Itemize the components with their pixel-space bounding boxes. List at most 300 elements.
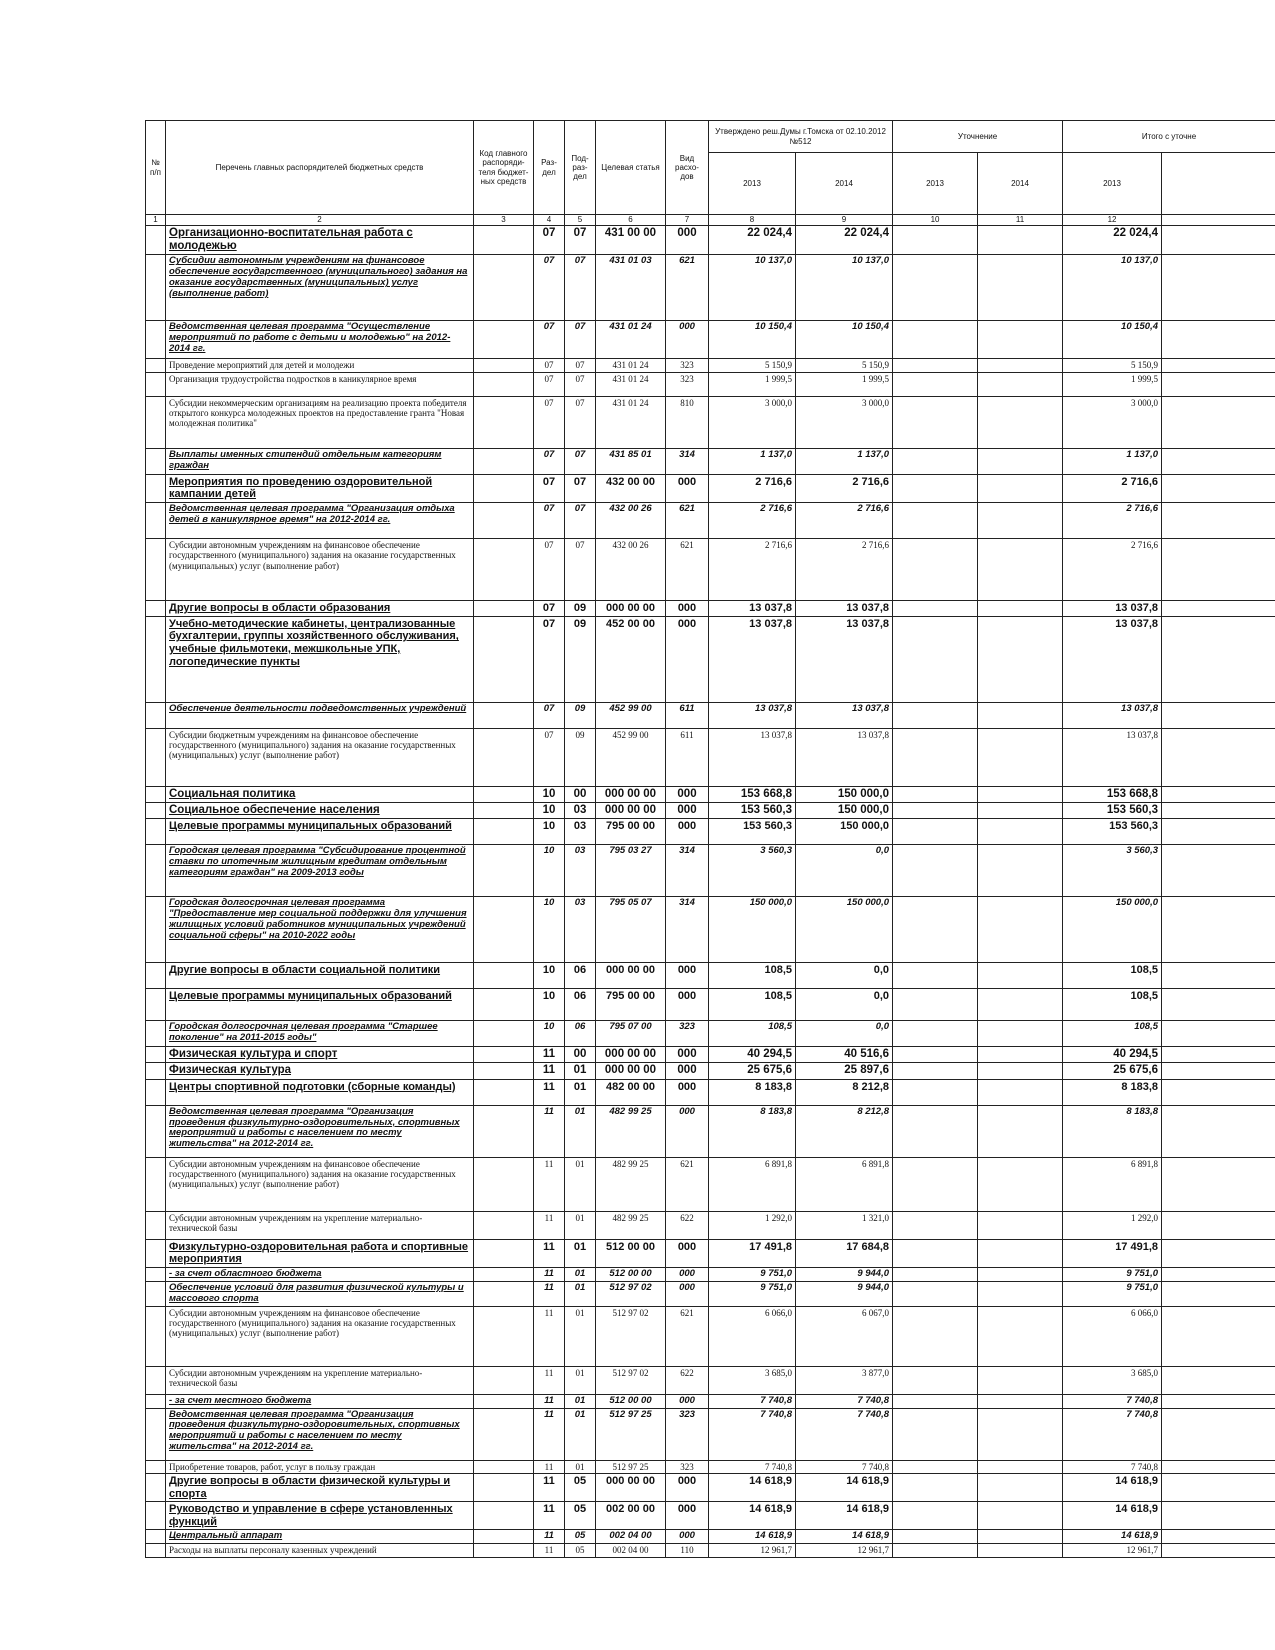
clarification-2013-cell: [893, 802, 978, 818]
clarification-2014-cell: [978, 1530, 1063, 1544]
num-cell: [146, 1239, 166, 1267]
total-2014-cell: [1162, 819, 1275, 845]
razdel-cell: 11: [534, 1394, 565, 1408]
razdel-cell: 10: [534, 989, 565, 1021]
num-cell: [146, 474, 166, 502]
total-2013-cell: 1 292,0: [1063, 1211, 1162, 1239]
table-row: [146, 1267, 1275, 1281]
total-2014-cell: [1162, 1079, 1275, 1105]
item-name: Субсидии бюджетным учреждениям на финансовое обеспечение государственного (муниципального) задания на оказание государственных (муниципальных) услуг (выполнение работ): [166, 728, 474, 786]
approved-2014-cell: 2 716,6: [796, 503, 893, 539]
total-2013-cell: 22 024,4: [1063, 226, 1162, 255]
cst-cell: 431 01 24: [596, 321, 666, 359]
approved-2014-cell: 22 024,4: [796, 226, 893, 255]
total-2013-cell: 7 740,8: [1063, 1460, 1162, 1473]
clarification-2013-cell: [893, 372, 978, 396]
clarification-2014-cell: [978, 1157, 1063, 1211]
razdel-cell: 11: [534, 1530, 565, 1544]
approved-2013-cell: 10 137,0: [709, 255, 796, 321]
index-cell: 12: [1063, 215, 1162, 226]
total-2014-cell: [1162, 601, 1275, 617]
cst-cell: 512 97 02: [596, 1366, 666, 1394]
razdel-cell: 11: [534, 1157, 565, 1211]
year-header: 2013: [709, 153, 796, 215]
item-name: Обеспечение деятельности подведомственных учреждений: [166, 702, 474, 728]
table-row: [146, 989, 1275, 1021]
total-2013-cell: 108,5: [1063, 963, 1162, 989]
total-2014-cell: [1162, 359, 1275, 372]
podrazdel-cell: 07: [565, 448, 596, 474]
razdel-cell: 10: [534, 786, 565, 802]
total-2013-cell: 2 716,6: [1063, 474, 1162, 502]
clarification-2013-cell: [893, 1473, 978, 1501]
cst-cell: 000 00 00: [596, 1063, 666, 1079]
total-2014-cell: [1162, 1281, 1275, 1306]
cst-cell: 431 01 24: [596, 396, 666, 448]
table-row: [146, 372, 1275, 396]
table-row: [146, 1063, 1275, 1079]
podrazdel-cell: 05: [565, 1530, 596, 1544]
kod-cell: [474, 1157, 534, 1211]
item-name: Расходы на выплаты персоналу казенных учреждений: [166, 1544, 474, 1557]
vr-cell: 000: [666, 321, 709, 359]
cst-cell: 482 99 25: [596, 1211, 666, 1239]
kod-cell: [474, 845, 534, 897]
vr-cell: 000: [666, 802, 709, 818]
approved-2013-cell: 9 751,0: [709, 1267, 796, 1281]
kod-cell: [474, 1530, 534, 1544]
cst-cell: 431 00 00: [596, 226, 666, 255]
vr-cell: 621: [666, 1306, 709, 1366]
razdel-cell: 11: [534, 1473, 565, 1501]
cst-cell: 000 00 00: [596, 1473, 666, 1501]
vr-cell: 323: [666, 1460, 709, 1473]
vr-cell: 000: [666, 1473, 709, 1501]
total-2013-cell: 13 037,8: [1063, 702, 1162, 728]
item-name: Целевые программы муниципальных образований: [166, 819, 474, 845]
clarification-2013-cell: [893, 963, 978, 989]
clarification-2013-cell: [893, 728, 978, 786]
col-num-header: № п/п: [146, 121, 166, 215]
razdel-cell: 11: [534, 1211, 565, 1239]
col-approved-header: Утверждено реш.Думы г.Томска от 02.10.2012 №512: [709, 121, 893, 153]
approved-2013-cell: 40 294,5: [709, 1047, 796, 1063]
podrazdel-cell: 01: [565, 1366, 596, 1394]
kod-cell: [474, 819, 534, 845]
total-2014-cell: [1162, 802, 1275, 818]
clarification-2014-cell: [978, 1105, 1063, 1157]
kod-cell: [474, 1239, 534, 1267]
num-cell: [146, 1473, 166, 1501]
podrazdel-cell: 01: [565, 1063, 596, 1079]
cst-cell: 000 00 00: [596, 963, 666, 989]
approved-2013-cell: 7 740,8: [709, 1394, 796, 1408]
podrazdel-cell: 03: [565, 897, 596, 963]
vr-cell: 000: [666, 819, 709, 845]
col-vr-header: Вид расхо-дов: [666, 121, 709, 215]
num-cell: [146, 1079, 166, 1105]
vr-cell: 622: [666, 1366, 709, 1394]
total-2014-cell: [1162, 1473, 1275, 1501]
approved-2014-cell: 13 037,8: [796, 616, 893, 702]
clarification-2013-cell: [893, 989, 978, 1021]
index-cell: 4: [534, 215, 565, 226]
razdel-cell: 07: [534, 539, 565, 601]
clarification-2013-cell: [893, 1239, 978, 1267]
num-cell: [146, 845, 166, 897]
clarification-2014-cell: [978, 255, 1063, 321]
num-cell: [146, 448, 166, 474]
item-name: Ведомственная целевая программа "Организация проведения физкультурно-оздоровительных, спортивных мероприятий и работы с населением по месту жительства" на 2012-2014 гг.: [166, 1105, 474, 1157]
total-2014-cell: [1162, 1157, 1275, 1211]
podrazdel-cell: 03: [565, 802, 596, 818]
clarification-2013-cell: [893, 1105, 978, 1157]
table-row: [146, 1157, 1275, 1211]
clarification-2014-cell: [978, 601, 1063, 617]
approved-2013-cell: 2 716,6: [709, 539, 796, 601]
clarification-2014-cell: [978, 396, 1063, 448]
total-2013-cell: 153 668,8: [1063, 786, 1162, 802]
approved-2013-cell: 9 751,0: [709, 1281, 796, 1306]
total-2014-cell: [1162, 503, 1275, 539]
razdel-cell: 07: [534, 474, 565, 502]
vr-cell: 110: [666, 1544, 709, 1557]
podrazdel-cell: 09: [565, 728, 596, 786]
num-cell: [146, 963, 166, 989]
total-2013-cell: 6 891,8: [1063, 1157, 1162, 1211]
approved-2013-cell: 13 037,8: [709, 702, 796, 728]
vr-cell: 000: [666, 1530, 709, 1544]
approved-2014-cell: 1 999,5: [796, 372, 893, 396]
clarification-2013-cell: [893, 897, 978, 963]
approved-2014-cell: 150 000,0: [796, 819, 893, 845]
approved-2013-cell: 3 000,0: [709, 396, 796, 448]
vr-cell: 000: [666, 1267, 709, 1281]
num-cell: [146, 1394, 166, 1408]
approved-2014-cell: 17 684,8: [796, 1239, 893, 1267]
clarification-2013-cell: [893, 1157, 978, 1211]
num-cell: [146, 616, 166, 702]
num-cell: [146, 1105, 166, 1157]
clarification-2013-cell: [893, 1502, 978, 1530]
approved-2013-cell: 14 618,9: [709, 1473, 796, 1501]
table-row: [146, 503, 1275, 539]
total-2013-cell: 3 560,3: [1063, 845, 1162, 897]
approved-2014-cell: 9 944,0: [796, 1281, 893, 1306]
total-2013-cell: 14 618,9: [1063, 1473, 1162, 1501]
year-header: 2014: [978, 153, 1063, 215]
total-2014-cell: [1162, 897, 1275, 963]
total-2013-cell: 108,5: [1063, 989, 1162, 1021]
clarification-2014-cell: [978, 539, 1063, 601]
vr-cell: 000: [666, 601, 709, 617]
clarification-2014-cell: [978, 1021, 1063, 1047]
index-cell: [1162, 215, 1275, 226]
approved-2013-cell: 108,5: [709, 989, 796, 1021]
kod-cell: [474, 1267, 534, 1281]
approved-2014-cell: 14 618,9: [796, 1473, 893, 1501]
vr-cell: 621: [666, 1157, 709, 1211]
kod-cell: [474, 897, 534, 963]
cst-cell: 431 85 01: [596, 448, 666, 474]
clarification-2013-cell: [893, 845, 978, 897]
col-name-header: Перечень главных распорядителей бюджетных средств: [166, 121, 474, 215]
clarification-2013-cell: [893, 226, 978, 255]
table-row: [146, 601, 1275, 617]
cst-cell: 452 00 00: [596, 616, 666, 702]
approved-2013-cell: 8 183,8: [709, 1105, 796, 1157]
razdel-cell: 11: [534, 1544, 565, 1557]
cst-cell: 795 00 00: [596, 819, 666, 845]
kod-cell: [474, 802, 534, 818]
podrazdel-cell: 07: [565, 503, 596, 539]
item-name: Центральный аппарат: [166, 1530, 474, 1544]
year-header: 2013: [893, 153, 978, 215]
razdel-cell: 11: [534, 1105, 565, 1157]
num-cell: [146, 1306, 166, 1366]
razdel-cell: 10: [534, 897, 565, 963]
item-name: Городская целевая программа "Субсидирование процентной ставки по ипотечным жилищным кредитам отдельным категориям граждан" на 2009-2013 годы: [166, 845, 474, 897]
podrazdel-cell: 06: [565, 963, 596, 989]
clarification-2013-cell: [893, 539, 978, 601]
total-2013-cell: 10 137,0: [1063, 255, 1162, 321]
razdel-cell: 07: [534, 359, 565, 372]
num-cell: [146, 1281, 166, 1306]
razdel-cell: 07: [534, 616, 565, 702]
approved-2014-cell: 7 740,8: [796, 1460, 893, 1473]
item-name: - за счет областного бюджета: [166, 1267, 474, 1281]
total-2014-cell: [1162, 616, 1275, 702]
table-row: [146, 359, 1275, 372]
vr-cell: 323: [666, 372, 709, 396]
table-row: [146, 1366, 1275, 1394]
clarification-2013-cell: [893, 601, 978, 617]
approved-2013-cell: 14 618,9: [709, 1502, 796, 1530]
num-cell: [146, 359, 166, 372]
approved-2013-cell: 1 292,0: [709, 1211, 796, 1239]
num-cell: [146, 255, 166, 321]
approved-2014-cell: 12 961,7: [796, 1544, 893, 1557]
kod-cell: [474, 601, 534, 617]
total-2013-cell: 12 961,7: [1063, 1544, 1162, 1557]
podrazdel-cell: 07: [565, 255, 596, 321]
num-cell: [146, 1502, 166, 1530]
clarification-2014-cell: [978, 1239, 1063, 1267]
item-name: Другие вопросы в области физической культуры и спорта: [166, 1473, 474, 1501]
razdel-cell: 07: [534, 396, 565, 448]
clarification-2013-cell: [893, 1021, 978, 1047]
clarification-2014-cell: [978, 474, 1063, 502]
kod-cell: [474, 1502, 534, 1530]
item-name: Мероприятия по проведению оздоровительной кампании детей: [166, 474, 474, 502]
total-2013-cell: 9 751,0: [1063, 1281, 1162, 1306]
total-2014-cell: [1162, 321, 1275, 359]
item-name: Физкультурно-оздоровительная работа и спортивные мероприятия: [166, 1239, 474, 1267]
approved-2014-cell: 13 037,8: [796, 702, 893, 728]
approved-2013-cell: 108,5: [709, 1021, 796, 1047]
item-name: Приобретение товаров, работ, услуг в пользу граждан: [166, 1460, 474, 1473]
index-cell: 6: [596, 215, 666, 226]
vr-cell: 323: [666, 359, 709, 372]
podrazdel-cell: 07: [565, 474, 596, 502]
approved-2013-cell: 2 716,6: [709, 474, 796, 502]
index-cell: 5: [565, 215, 596, 226]
podrazdel-cell: 01: [565, 1306, 596, 1366]
num-cell: [146, 728, 166, 786]
col-cst-header: Целевая статья: [596, 121, 666, 215]
podrazdel-cell: 09: [565, 601, 596, 617]
podrazdel-cell: 01: [565, 1079, 596, 1105]
clarification-2013-cell: [893, 1408, 978, 1460]
total-2013-cell: 153 560,3: [1063, 802, 1162, 818]
clarification-2013-cell: [893, 321, 978, 359]
vr-cell: 314: [666, 845, 709, 897]
approved-2014-cell: 3 000,0: [796, 396, 893, 448]
table-row: [146, 819, 1275, 845]
total-2013-cell: 13 037,8: [1063, 601, 1162, 617]
num-cell: [146, 372, 166, 396]
item-name: Субсидии некоммерческим организациям на реализацию проекта победителя открытого конкурса молодежных проектов на предоставление гранта "Новая молодежная политика": [166, 396, 474, 448]
num-cell: [146, 503, 166, 539]
clarification-2014-cell: [978, 802, 1063, 818]
table-row: [146, 448, 1275, 474]
item-name: Субсидии автономным учреждениям на укрепление материально-технической базы: [166, 1366, 474, 1394]
kod-cell: [474, 503, 534, 539]
approved-2014-cell: 5 150,9: [796, 359, 893, 372]
approved-2013-cell: 8 183,8: [709, 1079, 796, 1105]
total-2013-cell: 6 066,0: [1063, 1306, 1162, 1366]
total-2013-cell: 3 000,0: [1063, 396, 1162, 448]
vr-cell: 000: [666, 1281, 709, 1306]
cst-cell: 000 00 00: [596, 601, 666, 617]
clarification-2013-cell: [893, 1079, 978, 1105]
vr-cell: 621: [666, 539, 709, 601]
total-2013-cell: 2 716,6: [1063, 503, 1162, 539]
clarification-2013-cell: [893, 1211, 978, 1239]
approved-2014-cell: 0,0: [796, 845, 893, 897]
approved-2014-cell: 6 067,0: [796, 1306, 893, 1366]
num-cell: [146, 1530, 166, 1544]
vr-cell: 000: [666, 1105, 709, 1157]
item-name: Ведомственная целевая программа "Осуществление мероприятий по работе с детьми и молодежью" на 2012-2014 гг.: [166, 321, 474, 359]
cst-cell: 512 00 00: [596, 1267, 666, 1281]
item-name: Субсидии автономным учреждениям на укрепление материально-технической базы: [166, 1211, 474, 1239]
clarification-2013-cell: [893, 1366, 978, 1394]
razdel-cell: 07: [534, 226, 565, 255]
index-cell: 10: [893, 215, 978, 226]
clarification-2014-cell: [978, 1366, 1063, 1394]
approved-2014-cell: 0,0: [796, 1021, 893, 1047]
kod-cell: [474, 321, 534, 359]
num-cell: [146, 396, 166, 448]
podrazdel-cell: 00: [565, 786, 596, 802]
vr-cell: 000: [666, 1063, 709, 1079]
total-2014-cell: [1162, 963, 1275, 989]
table-row: [146, 1105, 1275, 1157]
cst-cell: 002 04 00: [596, 1544, 666, 1557]
total-2014-cell: [1162, 1394, 1275, 1408]
kod-cell: [474, 616, 534, 702]
year-header: 2014: [796, 153, 893, 215]
index-cell: 8: [709, 215, 796, 226]
total-2013-cell: 14 618,9: [1063, 1530, 1162, 1544]
index-cell: 9: [796, 215, 893, 226]
item-name: Городская долгосрочная целевая программа "Предоставление мер социальной поддержки для улучшения жилищных условий работников муниципальных учреждений социальной сферы" на 2010-2022 годы: [166, 897, 474, 963]
approved-2013-cell: 150 000,0: [709, 897, 796, 963]
index-cell: 7: [666, 215, 709, 226]
clarification-2013-cell: [893, 616, 978, 702]
kod-cell: [474, 1473, 534, 1501]
vr-cell: 622: [666, 1211, 709, 1239]
vr-cell: 314: [666, 897, 709, 963]
cst-cell: 431 01 03: [596, 255, 666, 321]
kod-cell: [474, 1366, 534, 1394]
total-2013-cell: 2 716,6: [1063, 539, 1162, 601]
approved-2014-cell: 1 321,0: [796, 1211, 893, 1239]
table-row: [146, 897, 1275, 963]
kod-cell: [474, 989, 534, 1021]
index-cell: 3: [474, 215, 534, 226]
clarification-2014-cell: [978, 963, 1063, 989]
kod-cell: [474, 1281, 534, 1306]
total-2014-cell: [1162, 396, 1275, 448]
vr-cell: 000: [666, 616, 709, 702]
total-2014-cell: [1162, 845, 1275, 897]
vr-cell: 000: [666, 786, 709, 802]
podrazdel-cell: 01: [565, 1281, 596, 1306]
vr-cell: 000: [666, 226, 709, 255]
item-name: Городская долгосрочная целевая программа "Старшее поколение" на 2011-2015 годы": [166, 1021, 474, 1047]
item-name: Социальная политика: [166, 786, 474, 802]
podrazdel-cell: 00: [565, 1047, 596, 1063]
total-2014-cell: [1162, 539, 1275, 601]
kod-cell: [474, 1211, 534, 1239]
total-2013-cell: 10 150,4: [1063, 321, 1162, 359]
clarification-2014-cell: [978, 845, 1063, 897]
podrazdel-cell: 01: [565, 1394, 596, 1408]
item-name: Проведение мероприятий для детей и молодежи: [166, 359, 474, 372]
vr-cell: 810: [666, 396, 709, 448]
col-clarification-header: Уточнение: [893, 121, 1063, 153]
total-2014-cell: [1162, 1105, 1275, 1157]
approved-2014-cell: 1 137,0: [796, 448, 893, 474]
table-row: [146, 1079, 1275, 1105]
clarification-2013-cell: [893, 448, 978, 474]
table-row: [146, 1394, 1275, 1408]
table-body: [146, 215, 1275, 1558]
podrazdel-cell: 01: [565, 1239, 596, 1267]
total-2014-cell: [1162, 786, 1275, 802]
approved-2013-cell: 25 675,6: [709, 1063, 796, 1079]
approved-2013-cell: 1 137,0: [709, 448, 796, 474]
approved-2014-cell: 2 716,6: [796, 474, 893, 502]
kod-cell: [474, 1460, 534, 1473]
cst-cell: 482 99 25: [596, 1157, 666, 1211]
table-row: [146, 321, 1275, 359]
item-name: Организация трудоустройства подростков в каникулярное время: [166, 372, 474, 396]
razdel-cell: 11: [534, 1079, 565, 1105]
clarification-2014-cell: [978, 321, 1063, 359]
num-cell: [146, 601, 166, 617]
kod-cell: [474, 539, 534, 601]
vr-cell: 621: [666, 255, 709, 321]
table-row: [146, 1408, 1275, 1460]
table-row: [146, 616, 1275, 702]
total-2013-cell: 14 618,9: [1063, 1502, 1162, 1530]
approved-2014-cell: 13 037,8: [796, 728, 893, 786]
num-cell: [146, 897, 166, 963]
clarification-2014-cell: [978, 702, 1063, 728]
